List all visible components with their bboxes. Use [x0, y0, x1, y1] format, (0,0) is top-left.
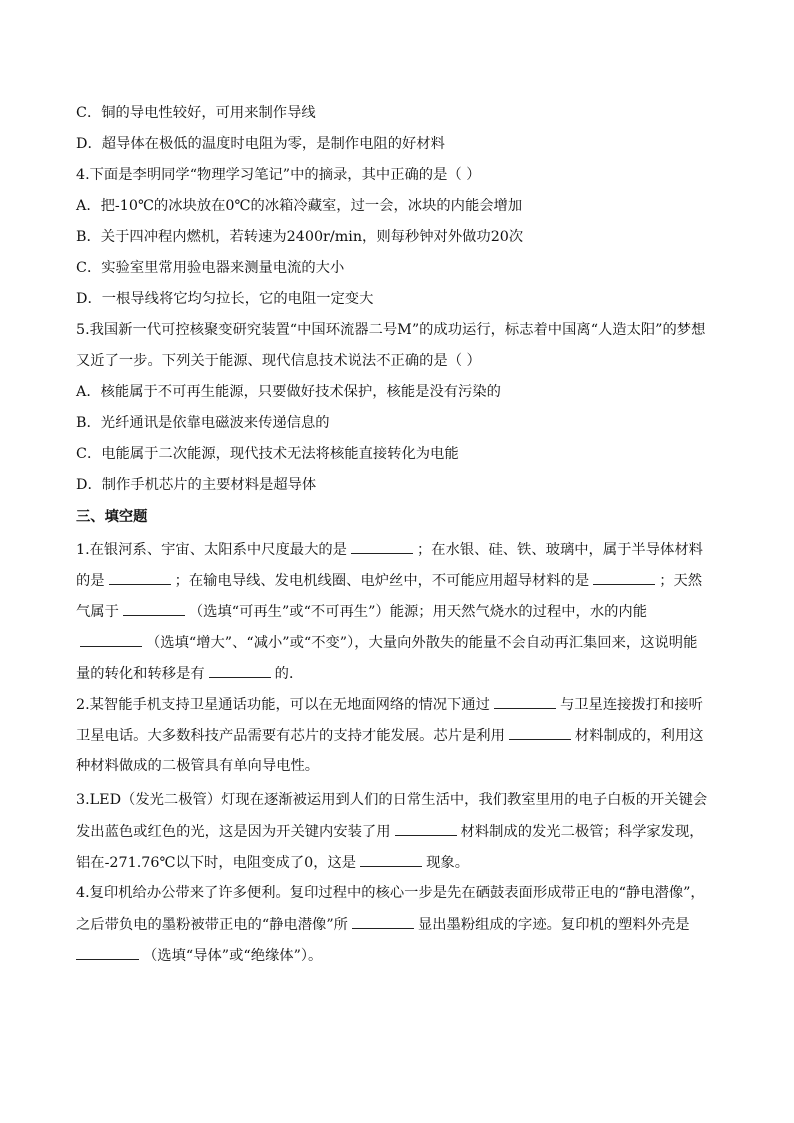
q5-option-c: C．电能属于二次能源，现代技术无法将核能直接转化为电能 — [76, 446, 459, 462]
f1-text-4b: （选填“增大”、“减小”或“不变”），大量向外散失的能量不会自动再汇集回来，这说明能 — [146, 635, 698, 651]
f2-line1 — [76, 694, 703, 715]
q4-option-c: C．实验室里常用验电器来测量电流的大小 — [76, 260, 345, 276]
q4-option-d: D．一根导线将它均匀拉长，它的电阻一定变大 — [76, 291, 374, 307]
q4-stem: 4.下面是李明同学“物理学习笔记”中的摘录，其中正确的是（ ） — [76, 167, 481, 183]
f1-line4 — [80, 632, 697, 653]
q5-stem-line2: 又近了一步。下列关于能源、现代信息技术说法不正确的是（ ） — [76, 353, 481, 369]
f2-text-1b: 与卫星连接拨打和接听 — [559, 697, 703, 713]
f1-line5 — [76, 663, 303, 684]
f1-blank-6[interactable] — [209, 663, 271, 678]
f2-text-2a: 卫星电话。大多数科技产品需要有芯片的支持才能发展。芯片是利用 — [76, 728, 505, 744]
f1-text-2b: ；在输电导线、发电机线圈、电炉丝中，不可能应用超导材料的是 — [174, 573, 590, 589]
q4-option-b: B．关于四冲程内燃机，若转速为2400r/min，则每秒钟对外做功20次 — [76, 229, 524, 245]
f1-text-1b: ；在水银、硅、铁、玻璃中，属于半导体材料 — [416, 542, 703, 558]
f3-line1: 3.LED（发光二极管）灯现在逐渐被运用到人们的日常生活中，我们教室里用的电子白板的开关键会 — [76, 792, 708, 808]
f1-blank-1[interactable] — [351, 539, 413, 554]
f3-text-2a: 发出蓝色或红色的光，这是因为开关键内安装了用 — [76, 824, 391, 840]
f1-text-2a: 的是 — [76, 573, 105, 589]
q5-option-b: B．光纤通讯是依靠电磁波来传递信息的 — [76, 415, 330, 431]
f1-text-3b: （选填“可再生”或“不可再生”）能源；用天然气烧水的过程中，水的内能 — [188, 604, 648, 620]
f4-line2 — [76, 914, 690, 935]
f3-line3 — [76, 852, 469, 873]
f3-blank-2[interactable] — [360, 852, 422, 867]
f1-text-5b: 的． — [274, 666, 304, 682]
f2-text-1a: 2.某智能手机支持卫星通话功能，可以在无地面网络的情况下通过 — [76, 697, 490, 713]
section-heading-fill-in: 三、填空题 — [76, 509, 148, 525]
q3-option-c: C．铜的导电性较好，可用来制作导线 — [76, 105, 316, 121]
f2-text-2b: 材料制成的，利用这 — [574, 728, 704, 744]
f1-text-2c: ；天然 — [659, 573, 703, 589]
f3-blank-1[interactable] — [395, 821, 457, 836]
q5-option-a: A．核能属于不可再生能源，只要做好技术保护，核能是没有污染的 — [76, 384, 501, 400]
f4-text-2b: 显出墨粉组成的字迹。复印机的塑料外壳是 — [417, 917, 690, 933]
f4-line3 — [76, 945, 322, 966]
f4-text-2a: 之后带负电的墨粉被带正电的“静电潜像”所 — [76, 917, 348, 933]
f1-text-5a: 量的转化和转移是有 — [76, 666, 205, 682]
f1-blank-5[interactable] — [80, 632, 142, 647]
f1-line1 — [76, 539, 703, 560]
f2-blank-1[interactable] — [494, 694, 556, 709]
f1-line2 — [76, 570, 702, 591]
f1-text-3a: 气属于 — [76, 604, 119, 620]
f1-line3 — [76, 601, 647, 622]
q5-stem-line1: 5.我国新一代可控核聚变研究装置“中国环流器二号M”的成功运行，标志着中国离“人造太阳”的梦想 — [76, 322, 706, 338]
f1-blank-4[interactable] — [123, 601, 185, 616]
f4-blank-2[interactable] — [76, 945, 139, 960]
f3-line2 — [76, 821, 704, 842]
f4-line1: 4.复印机给办公带来了许多便利。复印过程中的核心一步是先在硒鼓表面形成带正电的“静电潜像”， — [76, 885, 705, 901]
q5-option-d: D．制作手机芯片的主要材料是超导体 — [76, 477, 317, 493]
f2-line2 — [76, 725, 704, 746]
f2-line3: 种材料做成的二极管具有单向导电性。 — [76, 758, 320, 774]
f3-text-2b: 材料制成的发光二极管；科学家发现， — [460, 824, 704, 840]
f4-text-3b: （选填“导体”或“绝缘体”）。 — [143, 948, 323, 964]
f4-blank-1[interactable] — [352, 914, 414, 929]
f1-text-1a: 1.在银河系、宇宙、太阳系中尺度最大的是 — [76, 542, 347, 558]
f1-blank-2[interactable] — [109, 570, 171, 585]
q3-option-d: D．超导体在极低的温度时电阻为零，是制作电阻的好材料 — [76, 136, 445, 152]
q4-option-a: A．把-10℃的冰块放在0℃的冰箱冷藏室，过一会，冰块的内能会增加 — [76, 198, 523, 214]
f1-blank-3[interactable] — [593, 570, 655, 585]
f3-text-3a: 铝在-271.76℃以下时，电阻变成了0，这是 — [76, 855, 357, 871]
f3-text-3b: 现象。 — [426, 855, 469, 871]
f2-blank-2[interactable] — [509, 725, 571, 740]
